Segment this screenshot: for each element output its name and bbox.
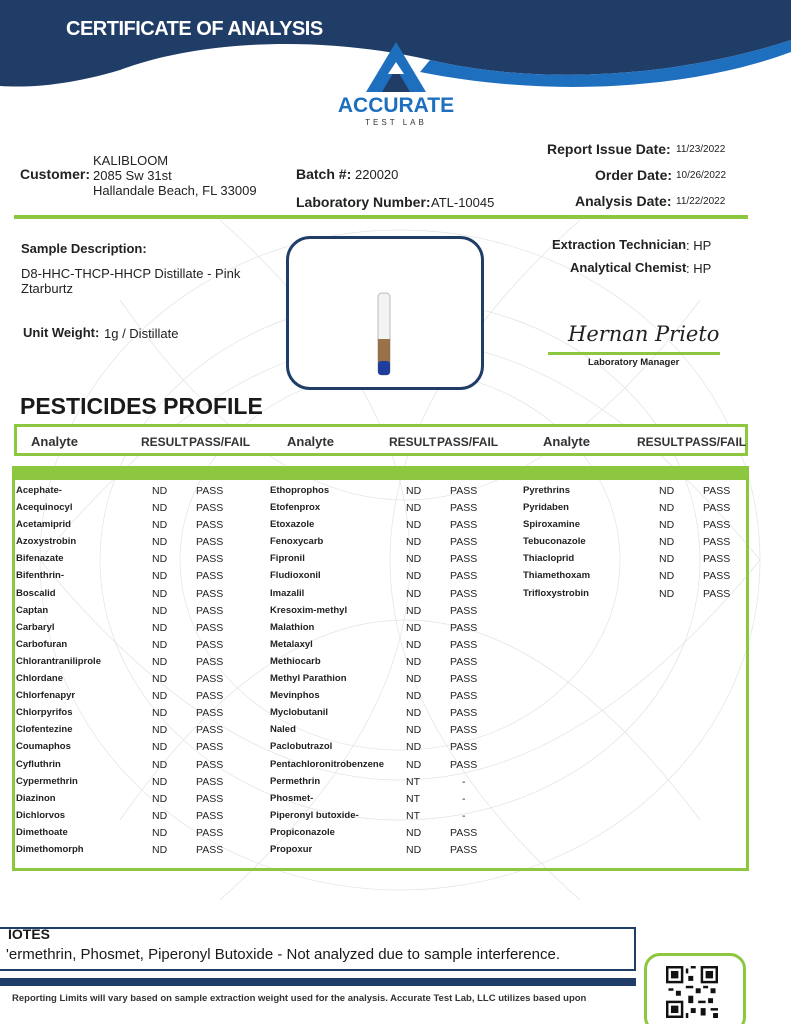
analyte-status: PASS [450, 638, 478, 651]
col1-result-header: RESULT [141, 435, 189, 449]
table-row [16, 553, 256, 570]
table-row [270, 776, 510, 793]
analyte-result: ND [152, 519, 168, 532]
analyte-result: ND [152, 570, 168, 583]
table-row [16, 485, 256, 502]
table-row [16, 605, 256, 622]
analyte-name: Pyridaben [523, 502, 569, 514]
col2-result-header: RESULT [389, 435, 437, 449]
analyte-result: ND [406, 519, 422, 532]
analyte-name: Coumaphos [16, 741, 71, 753]
analyte-name: Fludioxonil [270, 570, 321, 582]
table-row [16, 690, 256, 707]
analyte-result: NT [406, 775, 420, 788]
analyte-status: PASS [196, 690, 224, 703]
analyte-result: ND [152, 621, 168, 634]
analyte-result: ND [152, 604, 168, 617]
analyte-status: PASS [450, 570, 478, 583]
analyte-status: PASS [196, 707, 224, 720]
batch-label: Batch #: [296, 166, 352, 182]
analyte-name: Imazalil [270, 587, 305, 599]
analyte-status: PASS [196, 775, 224, 788]
document-title: CERTIFICATE OF ANALYSIS [66, 18, 323, 40]
analyte-status: PASS [196, 570, 224, 583]
analyte-result: ND [152, 673, 168, 686]
signature-line [548, 352, 720, 355]
analyte-result: ND [406, 604, 422, 617]
pesticides-column-2 [270, 485, 510, 861]
analyte-status: PASS [450, 655, 478, 668]
analyte-status: PASS [450, 587, 478, 600]
table-row [270, 485, 510, 502]
customer-address-line2: Hallandale Beach, FL 33009 [93, 183, 257, 198]
analyte-status: PASS [450, 690, 478, 703]
analyte-status: PASS [450, 485, 478, 497]
analyte-status: PASS [196, 843, 224, 856]
header-divider [14, 215, 748, 219]
table-row [270, 724, 510, 741]
lab-number-value: ATL-10045 [431, 195, 495, 210]
table-row [16, 724, 256, 741]
analyte-result: ND [406, 485, 422, 497]
table-row [270, 639, 510, 656]
analyte-result: ND [406, 587, 422, 600]
table-row [16, 639, 256, 656]
logo-subtitle: TEST LAB [365, 118, 427, 127]
analyte-status: PASS [703, 536, 731, 549]
analyte-status: PASS [196, 741, 224, 754]
table-row [16, 622, 256, 639]
table-row [16, 741, 256, 758]
analyte-result: ND [406, 638, 422, 651]
analyte-name: Trifloxystrobin [523, 587, 589, 599]
analyte-name: Chlorfenapyr [16, 690, 76, 702]
analyte-result: ND [406, 707, 422, 720]
col1-passfail-header: PASS/FAIL [189, 435, 251, 449]
sample-photo-frame [286, 236, 484, 390]
analysis-date-value: 11/22/2022 [676, 196, 726, 207]
customer-label: Customer: [20, 166, 91, 182]
analyte-result: ND [659, 587, 675, 600]
analyte-status: - [462, 775, 466, 788]
analyte-result: ND [406, 655, 422, 668]
analyte-name: Etoxazole [270, 519, 315, 531]
analyte-status: PASS [196, 809, 224, 822]
analyte-result: ND [152, 741, 168, 754]
footer-bar [0, 978, 636, 986]
table-row [270, 656, 510, 673]
analyte-name: Chlorpyrifos [16, 707, 73, 719]
analyte-name: Azoxystrobin [16, 536, 77, 548]
table-row [523, 536, 743, 553]
analyte-result: ND [152, 758, 168, 771]
analyte-status: PASS [196, 758, 224, 771]
analyte-result: ND [406, 502, 422, 515]
analyte-name: Cypermethrin [16, 775, 78, 787]
analyte-status: PASS [196, 724, 224, 737]
analyte-name: Metalaxyl [270, 638, 313, 650]
table-row [270, 502, 510, 519]
table-row [16, 810, 256, 827]
analyte-name: Myclobutanil [270, 707, 329, 719]
logo-name: ACCURATE [337, 94, 455, 117]
table-row [16, 844, 256, 861]
analyte-result: NT [406, 792, 420, 805]
analyte-status: PASS [196, 621, 224, 634]
analyte-name: Boscalid [16, 587, 56, 599]
analyte-result: ND [659, 553, 675, 566]
analyte-status: PASS [703, 519, 731, 532]
analyte-name: Chlorantraniliprole [16, 655, 101, 667]
analyte-name: Fenoxycarb [270, 536, 324, 548]
analyte-result: ND [659, 485, 675, 497]
order-date-label: Order Date: [595, 167, 673, 183]
analyte-status: PASS [450, 553, 478, 566]
batch-value: 220020 [355, 167, 399, 182]
analyte-result: ND [152, 638, 168, 651]
analyte-status: PASS [196, 502, 224, 515]
analyte-name: Spiroxamine [523, 519, 581, 531]
analyte-result: ND [152, 724, 168, 737]
sample-vial-image [289, 239, 481, 387]
table-row [270, 844, 510, 861]
analyte-status: PASS [196, 604, 224, 617]
extraction-technician-value: : HP [686, 238, 712, 253]
analyte-status: - [462, 792, 466, 805]
order-date-value: 10/26/2022 [676, 170, 727, 181]
customer-address-line1: 2085 Sw 31st [93, 168, 172, 183]
table-row [16, 707, 256, 724]
analyte-status: PASS [450, 741, 478, 754]
analyte-name: Thiamethoxam [523, 570, 591, 582]
analyte-result: ND [152, 655, 168, 668]
analyte-result: ND [152, 843, 168, 856]
table-row [523, 519, 743, 536]
lab-logo [326, 38, 466, 130]
analyte-name: Etofenprox [270, 502, 321, 514]
analyte-status: PASS [196, 826, 224, 839]
analytical-chemist-label: Analytical Chemist [570, 260, 687, 275]
analyte-name: Piperonyl butoxide- [270, 809, 359, 821]
analyte-result: ND [659, 570, 675, 583]
table-row [270, 759, 510, 776]
analyte-status: PASS [196, 638, 224, 651]
analyte-result: ND [406, 843, 422, 856]
analyte-result: ND [406, 690, 422, 703]
analyte-name: Chlordane [16, 673, 63, 685]
analyte-result: ND [152, 775, 168, 788]
analyte-status: PASS [196, 655, 224, 668]
analyte-name: Carbofuran [16, 638, 68, 650]
table-row [16, 776, 256, 793]
customer-name: KALIBLOOM [93, 153, 169, 168]
table-row [270, 605, 510, 622]
table-row [16, 673, 256, 690]
analyte-name: Bifenazate [16, 553, 64, 565]
analyte-status: PASS [450, 826, 478, 839]
triangle-logo-icon [326, 38, 466, 96]
table-row [16, 793, 256, 810]
analyte-status: PASS [450, 621, 478, 634]
analyte-result: ND [406, 536, 422, 549]
col3-analyte-header: Analyte [543, 434, 590, 449]
analyte-result: ND [659, 536, 675, 549]
manager-title: Laboratory Manager [588, 357, 680, 368]
table-header-row [14, 424, 748, 456]
col2-passfail-header: PASS/FAIL [437, 435, 499, 449]
analyte-status: PASS [196, 485, 224, 497]
analyte-name: Fipronil [270, 553, 305, 565]
analyte-name: Methiocarb [270, 655, 321, 667]
table-row [270, 588, 510, 605]
table-row [523, 553, 743, 570]
analyte-result: ND [406, 553, 422, 566]
analyte-result: ND [152, 707, 168, 720]
notes-text: 'ermethrin, Phosmet, Piperonyl Butoxide - Not analyzed due to sample interference. [6, 946, 560, 963]
pesticides-column-3 [523, 485, 743, 605]
analyte-name: Acequinocyl [16, 502, 73, 514]
analyte-name: Propiconazole [270, 826, 335, 838]
analyte-name: Naled [270, 724, 296, 736]
analyte-status: PASS [450, 519, 478, 532]
analyte-status: PASS [196, 792, 224, 805]
analyte-status: PASS [196, 553, 224, 566]
analyte-name: Ethoprophos [270, 485, 330, 496]
analyte-name: Captan [16, 604, 49, 616]
analyte-result: ND [152, 536, 168, 549]
table-row [16, 588, 256, 605]
table-row [523, 485, 743, 502]
analyte-name: Clofentezine [16, 724, 73, 736]
table-row [270, 519, 510, 536]
analyte-result: ND [152, 809, 168, 822]
analyte-result: ND [406, 741, 422, 754]
qr-code-icon [666, 966, 718, 1018]
report-issue-date-label: Report Issue Date: [547, 141, 671, 157]
col3-result-header: RESULT [637, 435, 685, 449]
table-row [270, 741, 510, 758]
analyte-name: Acephate- [16, 485, 62, 496]
section-title: PESTICIDES PROFILE [20, 393, 263, 419]
analyte-name: Propoxur [270, 843, 313, 855]
table-row [270, 570, 510, 587]
analyte-status: PASS [450, 604, 478, 617]
analyte-result: ND [659, 519, 675, 532]
analyte-name: Paclobutrazol [270, 741, 333, 753]
analyte-status: PASS [450, 502, 478, 515]
table-row [270, 673, 510, 690]
analyte-result: ND [406, 724, 422, 737]
analyte-result: ND [152, 826, 168, 839]
analyte-name: Pentachloronitrobenzene [270, 758, 385, 770]
analyte-name: Tebuconazole [523, 536, 586, 548]
analyte-result: ND [152, 690, 168, 703]
table-row [523, 502, 743, 519]
pesticides-column-1 [16, 485, 256, 861]
analyte-result: ND [152, 502, 168, 515]
unit-weight-value: 1g / Distillate [104, 326, 179, 341]
col1-analyte-header: Analyte [31, 434, 78, 449]
table-row [523, 570, 743, 587]
analyte-result: ND [406, 826, 422, 839]
analyte-status: PASS [450, 673, 478, 686]
table-row [270, 690, 510, 707]
analyte-name: Mevinphos [270, 690, 320, 702]
analyte-name: Bifenthrin- [16, 570, 65, 582]
analyte-result: ND [152, 485, 168, 497]
analyte-name: Dimethomorph [16, 843, 84, 855]
analyte-name: Permethrin [270, 775, 321, 787]
analyte-status: PASS [703, 485, 731, 497]
table-row [270, 827, 510, 844]
analyte-result: ND [659, 502, 675, 515]
unit-weight-label: Unit Weight: [23, 325, 100, 340]
analyte-status: PASS [196, 536, 224, 549]
table-row [270, 536, 510, 553]
analyte-status: PASS [196, 519, 224, 532]
analyte-name: Diazinon [16, 792, 56, 804]
lab-number-label: Laboratory Number: [296, 194, 431, 210]
analyte-result: ND [152, 792, 168, 805]
analyte-status: PASS [450, 758, 478, 771]
analyte-name: Acetamiprid [16, 519, 71, 531]
analyte-name: Dimethoate [16, 826, 68, 838]
table-row [16, 656, 256, 673]
sample-description-line2: Ztarburtz [21, 281, 74, 296]
col3-passfail-header: PASS/FAIL [685, 435, 747, 449]
analyte-status: PASS [703, 587, 731, 600]
analyte-status: PASS [196, 673, 224, 686]
table-row [16, 759, 256, 776]
sample-description-line1: D8-HHC-THCP-HHCP Distillate - Pink [21, 266, 241, 281]
table-row [16, 536, 256, 553]
footer-disclaimer: Reporting Limits will vary based on sample extraction weight used for the analysis. Accurate Test Lab, LLC utilizes based upon [12, 993, 587, 1004]
table-row [270, 707, 510, 724]
sample-description-label: Sample Description: [21, 241, 147, 256]
table-row [16, 570, 256, 587]
table-row [270, 622, 510, 639]
table-row [523, 588, 743, 605]
analyte-name: Malathion [270, 621, 315, 633]
analytical-chemist-value: : HP [686, 261, 712, 276]
table-row [270, 793, 510, 810]
analyte-status: PASS [450, 843, 478, 856]
analyte-result: ND [406, 673, 422, 686]
analyte-status: PASS [196, 587, 224, 600]
analyte-status: PASS [450, 724, 478, 737]
analyte-result: ND [406, 758, 422, 771]
table-row [16, 519, 256, 536]
analyte-result: ND [406, 570, 422, 583]
analyte-name: Phosmet- [270, 792, 314, 804]
analysis-date-label: Analysis Date: [575, 193, 672, 209]
analyte-result: ND [152, 553, 168, 566]
table-row [270, 810, 510, 827]
analyte-name: Dichlorvos [16, 809, 66, 821]
analyte-status: PASS [450, 707, 478, 720]
table-row [16, 827, 256, 844]
analyte-result: NT [406, 809, 420, 822]
extraction-technician-label: Extraction Technician [552, 237, 687, 252]
table-row [16, 502, 256, 519]
analyte-status: PASS [703, 570, 731, 583]
notes-title: IOTES [8, 926, 51, 942]
analyte-status: PASS [703, 502, 731, 515]
analyte-name: Cyfluthrin [16, 758, 61, 770]
analyte-name: Pyrethrins [523, 485, 570, 496]
col2-analyte-header: Analyte [287, 434, 334, 449]
analyte-result: ND [406, 621, 422, 634]
analyte-name: Methyl Parathion [270, 673, 347, 685]
analyte-status: - [462, 809, 466, 822]
analyte-name: Carbaryl [16, 621, 55, 633]
manager-signature: Hernan Prieto [568, 322, 720, 346]
analyte-status: PASS [703, 553, 731, 566]
analyte-status: PASS [450, 536, 478, 549]
analyte-result: ND [152, 587, 168, 600]
report-issue-date-value: 11/23/2022 [676, 144, 726, 155]
analyte-name: Kresoxim-methyl [270, 604, 348, 616]
table-row [270, 553, 510, 570]
analyte-name: Thiacloprid [523, 553, 575, 565]
